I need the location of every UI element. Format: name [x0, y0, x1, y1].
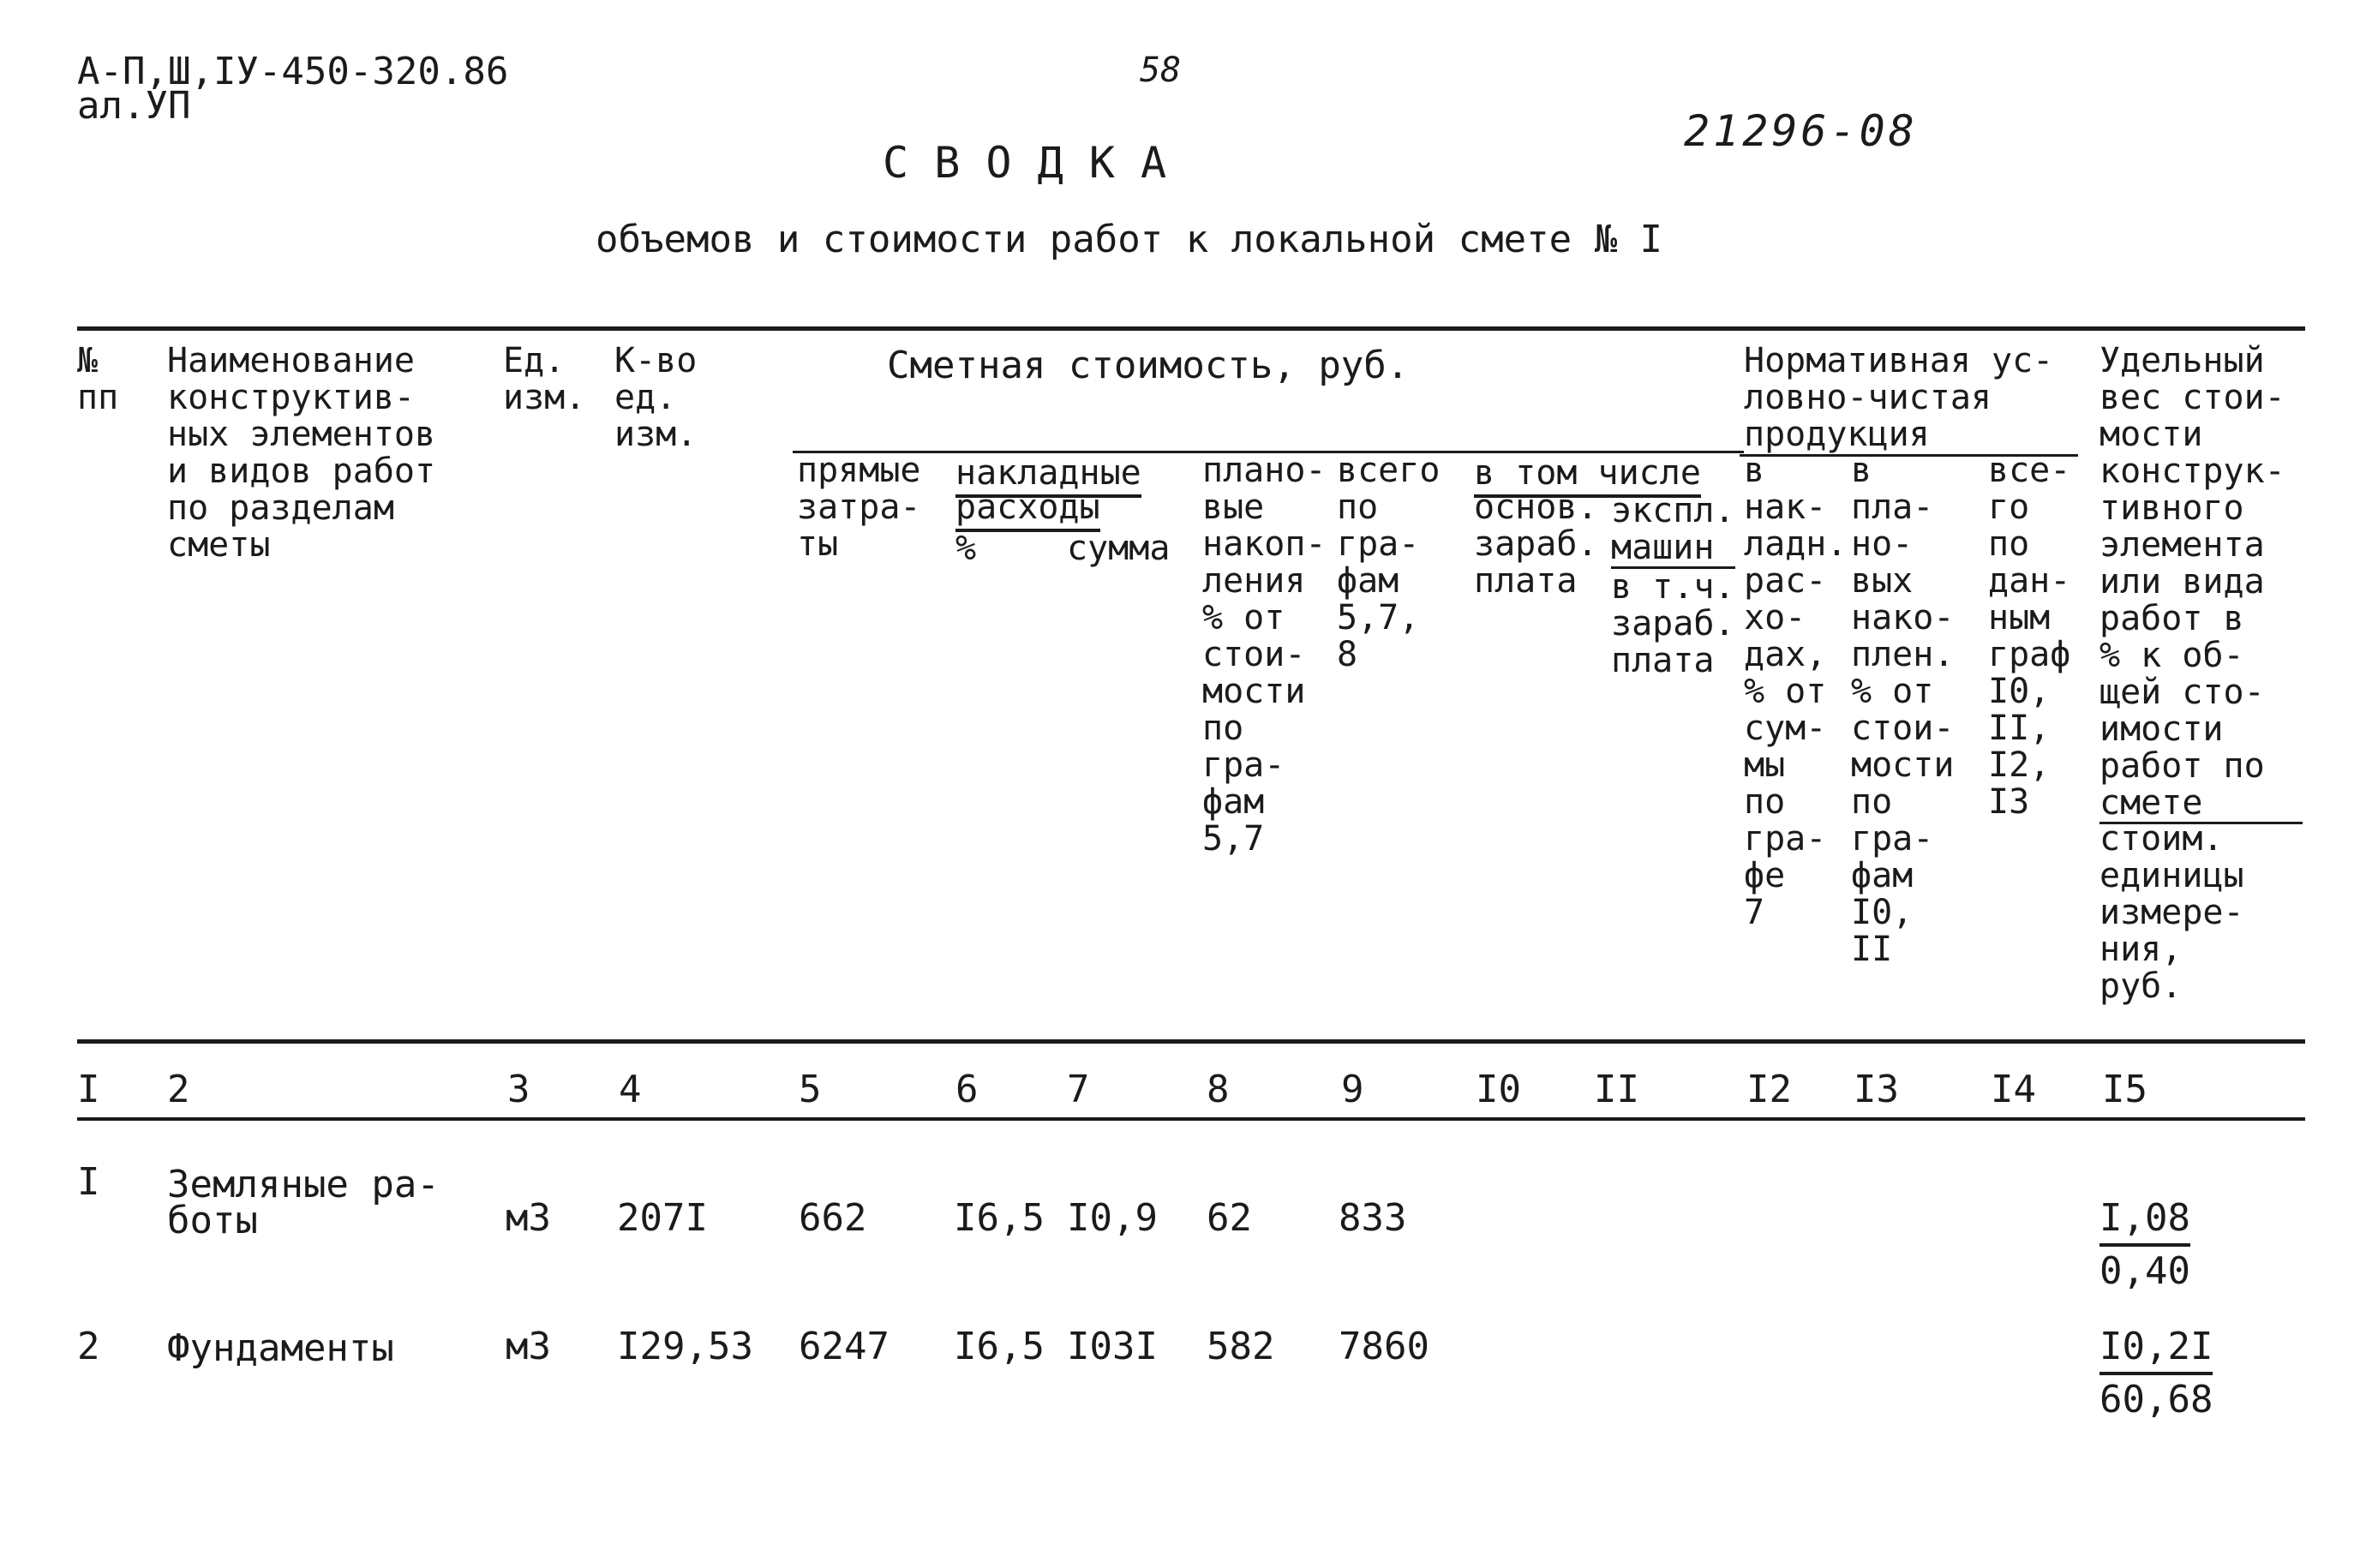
header-base-wage: основ. зараб. плата: [1474, 488, 1598, 601]
table-row-2-name: Фундаменты: [167, 1326, 394, 1370]
header-unit-cost: стоим. единицы измере- ния, руб.: [2099, 819, 2244, 1006]
table-row-1-name: Земляные ра- боты: [167, 1163, 440, 1242]
header-specific-weight-label: Удельный вес стои- мости конструк- тивного элемента или вида работ в % к об- щей сто- имости работ по смете: [2099, 343, 2303, 824]
table-row-1-unit: м3: [506, 1196, 551, 1240]
table-row-2-unit-cost: 60,68: [2099, 1378, 2213, 1421]
table-row-1-quantity: 207I: [617, 1196, 708, 1240]
column-number-14: I4: [1991, 1068, 2036, 1111]
table-row-2-overhead-sum: I03I: [1067, 1325, 1158, 1368]
table-row-2-planned-savings: 582: [1207, 1325, 1275, 1368]
header-normative-production: Нормативная ус- ловно-чистая продукция: [1744, 341, 2054, 454]
header-total-by-columns: всего по гра- фам 5,7, 8: [1337, 451, 1441, 674]
table-row-2-quantity: I29,53: [617, 1325, 753, 1368]
header-normative-overhead: в нак- ладн. рас- хо- дах, % от сум- мы по гра- фе 7: [1744, 451, 1848, 932]
table-row-2-number: 2: [77, 1325, 100, 1368]
header-normative-total: все- го по дан- ным граф I0, II, I2, I3: [1988, 451, 2071, 822]
header-including-label: в том числе: [1474, 453, 1701, 498]
column-number-2: 2: [167, 1068, 190, 1111]
table-row-2-direct-costs: 6247: [799, 1325, 890, 1368]
header-specific-weight: [2099, 343, 2303, 824]
header-overhead-sum: сумма: [1067, 529, 1171, 568]
header-direct-costs: прямые затра- ты: [797, 451, 921, 564]
header-planned-savings: плано- вые накоп- ления % от стои- мости по гра- фам 5,7: [1202, 451, 1327, 859]
table-row-1-planned-savings: 62: [1207, 1196, 1252, 1240]
table-row-1-unit-cost: 0,40: [2099, 1249, 2190, 1293]
table-row-1-overhead-sum: I0,9: [1067, 1196, 1158, 1240]
column-number-6: 6: [955, 1068, 979, 1111]
column-number-4: 4: [619, 1068, 642, 1111]
table-row-1-overhead-percent: I6,5: [954, 1196, 1045, 1240]
header-machine-operation-label: экспл. машин: [1611, 491, 1735, 567]
header-estimated-cost: Сметная стоимость, руб.: [887, 344, 1410, 387]
header-item-name: Наименование конструктив- ных элементов и видов работ по разделам сметы: [167, 341, 436, 565]
header-including-wage: в т.ч. зараб. плата: [1611, 567, 1735, 680]
column-number-8: 8: [1207, 1068, 1230, 1111]
header-machine-operation: [1611, 493, 1735, 569]
column-number-3: 3: [507, 1068, 530, 1111]
column-number-7: 7: [1067, 1068, 1090, 1111]
table-row-1-specific-weight: [2099, 1196, 2190, 1240]
column-number-11: II: [1594, 1068, 1639, 1111]
table-row-2-overhead-percent: I6,5: [954, 1325, 1045, 1368]
column-number-13: I3: [1854, 1068, 1899, 1111]
header-overhead-percent: %: [955, 529, 977, 568]
header-unit: Ед. изм.: [503, 341, 586, 417]
header-row-number: № пп: [77, 341, 119, 417]
column-number-1: I: [77, 1068, 100, 1111]
column-number-10: I0: [1476, 1068, 1521, 1111]
page-number: 58: [1140, 51, 1182, 90]
inventory-number: 21296-08: [1684, 106, 1918, 156]
table-top-rule: [77, 326, 2305, 331]
column-number-9: 9: [1341, 1068, 1364, 1111]
column-number-12: I2: [1746, 1068, 1792, 1111]
table-row-2-specific-weight: [2099, 1325, 2213, 1368]
header-quantity: К-во ед. изм.: [614, 341, 698, 454]
header-including: [1474, 453, 1701, 493]
header-normative-planned: в пла- но- вых нако- плен. % от стои- мости по гра- фам I0, II: [1851, 451, 1955, 969]
table-row-1-weight-value: I,08: [2099, 1196, 2190, 1247]
document-title: С В О Д К А: [883, 138, 1167, 188]
header-overhead-label: накладные расходы: [955, 453, 1141, 532]
table-row-1-direct-costs: 662: [799, 1196, 867, 1240]
document-code: А-П,Ш,IУ-450-320.86: [77, 50, 509, 93]
table-row-1-number: I: [77, 1160, 100, 1204]
table-row-2-total: 7860: [1339, 1325, 1429, 1368]
header-bottom-rule: [77, 1039, 2305, 1044]
document-code-sheet: ал.УП: [77, 84, 191, 128]
column-number-15: I5: [2102, 1068, 2147, 1111]
column-number-5: 5: [799, 1068, 822, 1111]
table-row-2-unit: м3: [506, 1325, 551, 1368]
table-row-2-weight-value: I0,2I: [2099, 1325, 2213, 1375]
document-subtitle: объемов и стоимости работ к локальной смете № I: [596, 218, 1663, 261]
column-number-rule: [77, 1117, 2305, 1121]
table-row-1-total: 833: [1339, 1196, 1407, 1240]
header-overhead: [955, 453, 1141, 527]
